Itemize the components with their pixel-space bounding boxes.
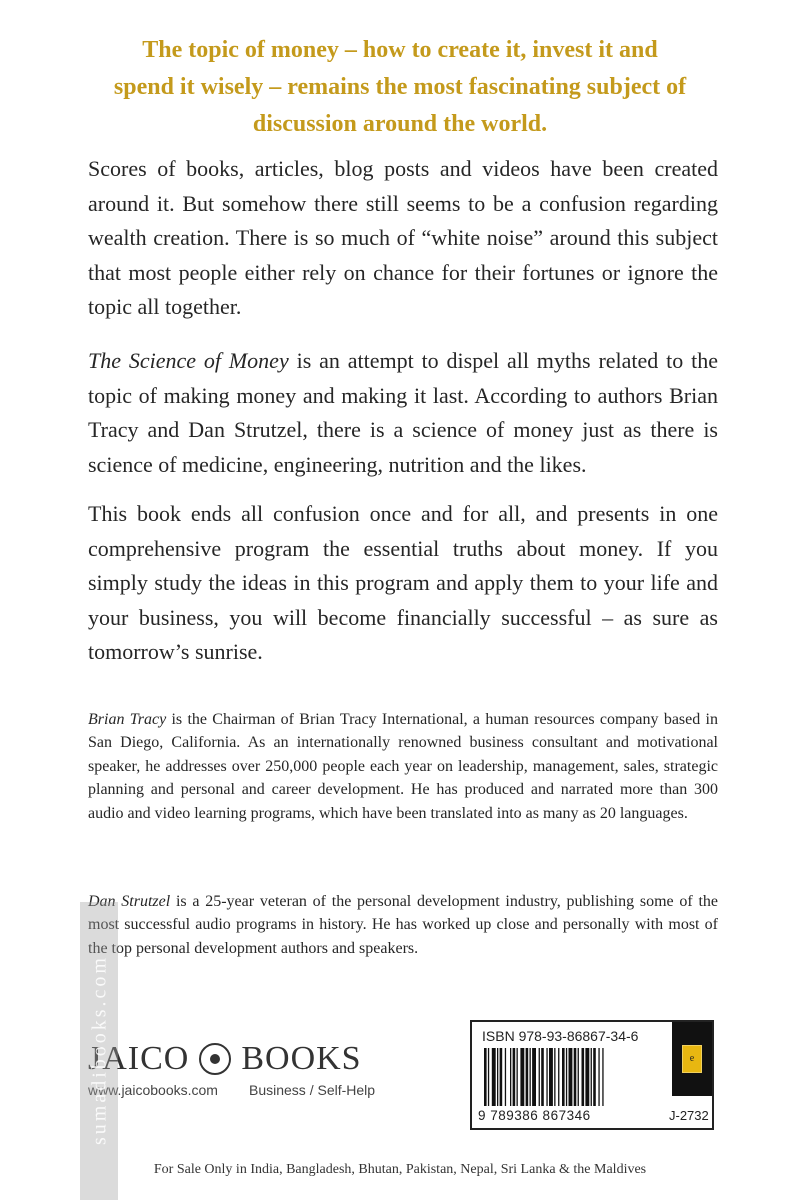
headline-line-3: discussion around the world. <box>252 111 548 137</box>
barcode-bar <box>598 1048 599 1106</box>
watermark-text: sumadibooks.com <box>88 955 111 1145</box>
book-description-text: is an attempt to dispel all myths related to the topic of making money and making it last. According to authors Brian Tracy and Dan Strutzel, there is a science of money just as there is science of medicine, engineering, nutrition and the likes. <box>88 348 718 477</box>
publisher-website: www.jaicobooks.com <box>88 1082 218 1098</box>
barcode-bar <box>582 1048 585 1106</box>
barcode-bar <box>602 1048 603 1106</box>
barcode-bar <box>530 1048 531 1106</box>
publisher-name-left: JAICO <box>88 1040 190 1077</box>
author-bio-text: is the Chairman of Brian Tracy International, a human resources company based in San Diego, California. As an internationally renowned business consultant and motivational speaker, he addresses over 250,000 people each year on leadership, management, sales, strategic planning and personal and career development. He has produced and narrated more than 300 audio and video learning programs, which have been translated into as many as 20 languages. <box>88 711 719 822</box>
headline-line-2: spend it wisely – remains the most fascinating subject of <box>113 74 687 100</box>
intro-paragraph: Scores of books, articles, blog posts and videos have been created around it. But somehow there still seems to be a confusion regarding wealth creation. There is so much of “white noise” around this subject that most people either rely on chance for their fortunes or ignore the topic all together. <box>88 156 718 319</box>
barcode-icon <box>480 1048 666 1108</box>
barcode-bar <box>558 1048 559 1106</box>
barcode-bar <box>497 1048 498 1106</box>
ebook-available-icon: e <box>672 1022 712 1096</box>
barcode-bar <box>513 1048 516 1106</box>
barcode-bar <box>593 1048 596 1106</box>
promise-paragraph: This book ends all confusion once and for all, and presents in one comprehensive program the essential truths about money. If you simply study the ideas in this program and apply them to your life and your business, you will become financially successful – as sure as tomorrow’s sunrise. <box>88 501 718 664</box>
barcode-bar <box>500 1048 503 1106</box>
book-description-paragraph <box>88 344 718 482</box>
author-name-dan-strutzel: Dan Strutzel <box>88 893 171 910</box>
barcode-bar <box>532 1048 536 1106</box>
barcode-bar <box>526 1048 529 1106</box>
barcode-bar <box>541 1048 544 1106</box>
barcode-bar <box>562 1048 565 1106</box>
publisher-logo <box>88 1040 362 1078</box>
barcode-bar <box>492 1048 496 1106</box>
barcode-bar <box>517 1048 518 1106</box>
barcode-bar <box>578 1048 579 1106</box>
barcode-bar <box>488 1048 489 1106</box>
barcode-digits: 9 789386 867346 <box>478 1108 591 1123</box>
book-category: Business / Self-Help <box>249 1082 376 1098</box>
barcode-bar <box>566 1048 567 1106</box>
isbn-barcode-panel <box>470 1020 714 1130</box>
publisher-name-right: BOOKS <box>241 1040 362 1077</box>
barcode-bar <box>520 1048 524 1106</box>
author-bio-dan-strutzel <box>88 890 718 960</box>
headline-line-1: The topic of money – how to create it, invest it and <box>142 37 658 63</box>
barcode-bar <box>505 1048 506 1106</box>
barcode-bar <box>585 1048 589 1106</box>
barcode-bar <box>554 1048 555 1106</box>
author-name-brian-tracy: Brian Tracy <box>88 711 167 728</box>
isbn-label: ISBN 978-93-86867-34-6 <box>482 1028 639 1044</box>
headline <box>80 32 720 143</box>
barcode-bar <box>539 1048 540 1106</box>
barcode-bar <box>484 1048 487 1106</box>
barcode-bar <box>549 1048 553 1106</box>
barcode-bar <box>546 1048 547 1106</box>
author-bio-text: is a 25-year veteran of the personal development industry, publishing some of the most successful audio programs in history. He has worked up close and personally with most of the top personal development authors and speakers. <box>88 893 718 957</box>
product-code: J-2732 <box>669 1108 709 1123</box>
book-title: The Science of Money <box>88 348 289 373</box>
author-bio-brian-tracy <box>88 708 718 825</box>
publisher-seal-icon <box>199 1043 231 1075</box>
barcode-bar <box>591 1048 592 1106</box>
barcode-bar <box>574 1048 577 1106</box>
sales-territory-note: For Sale Only in India, Bangladesh, Bhutan, Pakistan, Nepal, Sri Lanka & the Maldives <box>153 1162 647 1177</box>
barcode-bar <box>510 1048 511 1106</box>
barcode-bar <box>569 1048 573 1106</box>
